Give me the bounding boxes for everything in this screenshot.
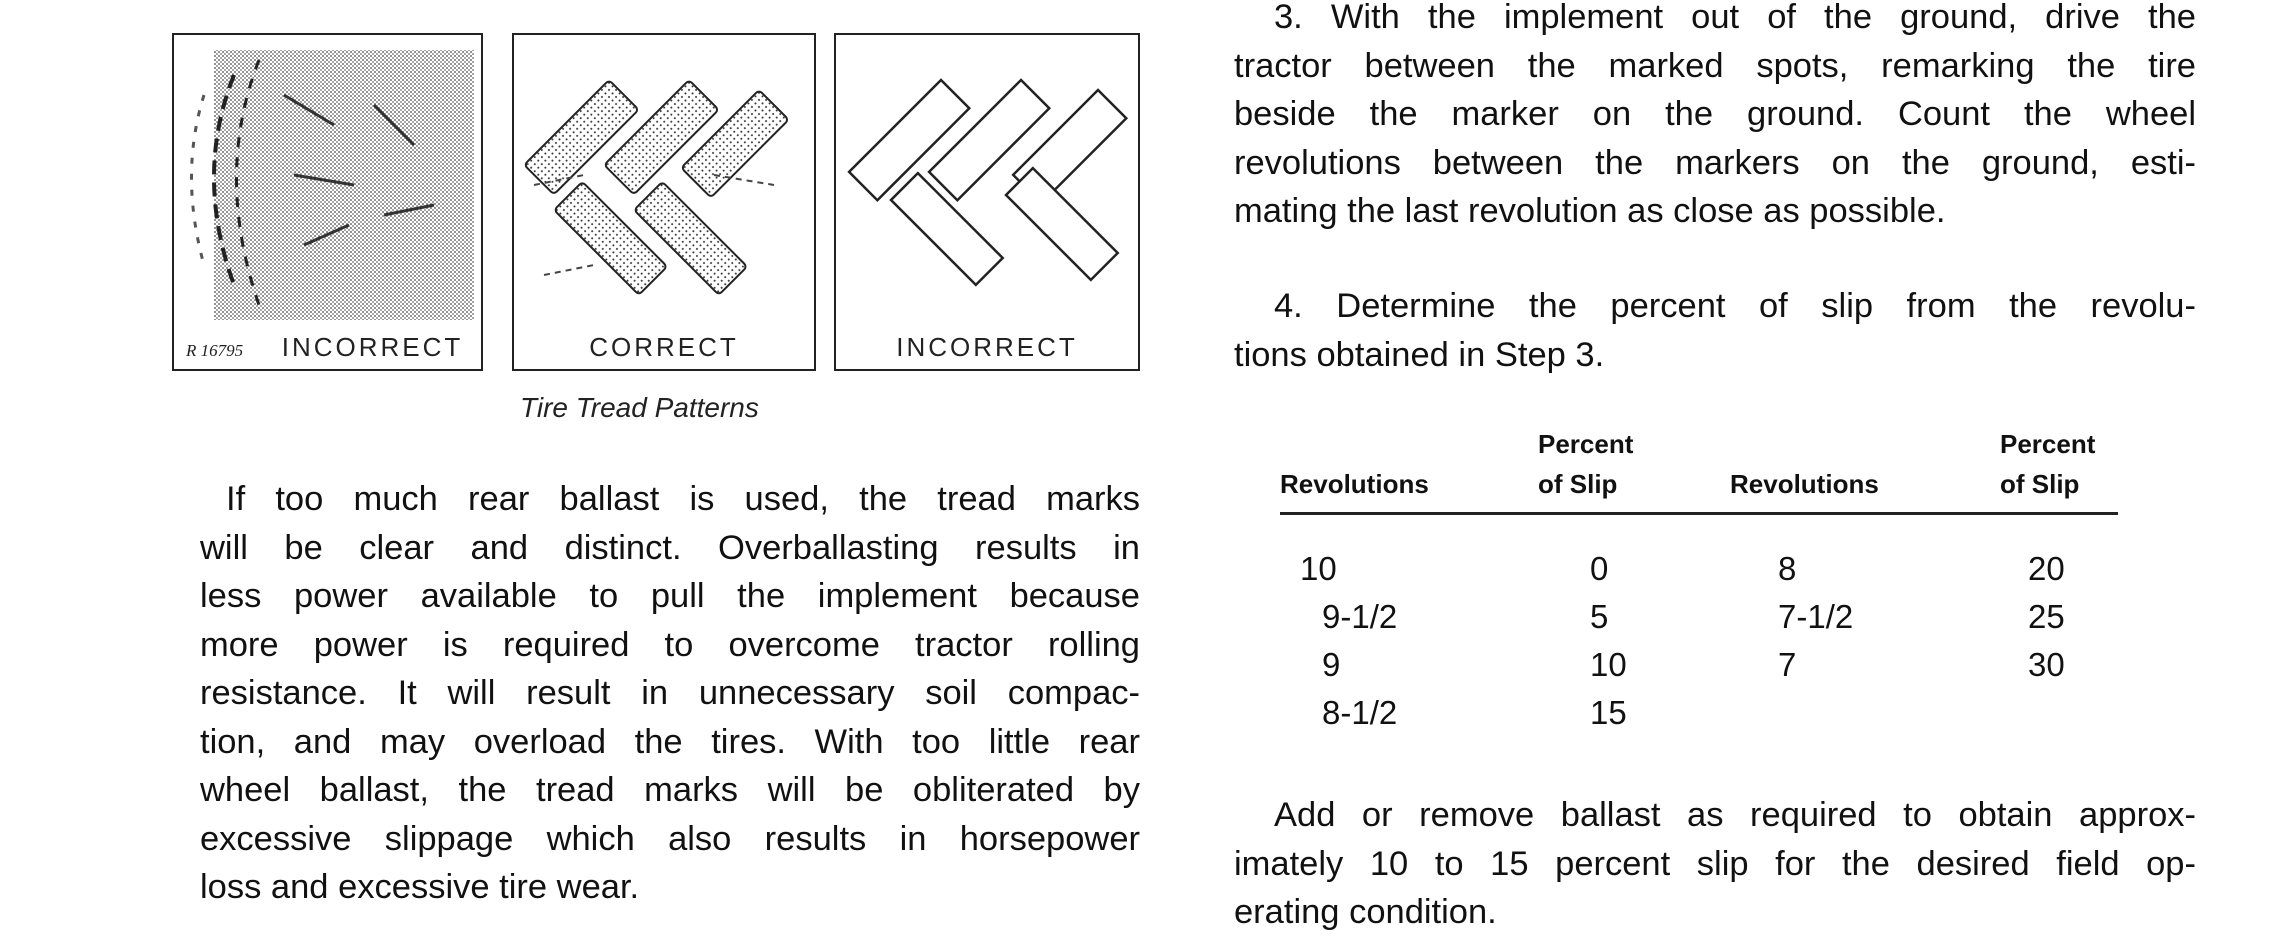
text-line: wheel ballast, the tread marks will be obliterated by xyxy=(200,771,1140,809)
text-line: revolutions between the markers on the ground, esti- xyxy=(1234,143,2196,182)
header-revolutions: Revolutions xyxy=(1280,469,1429,499)
table-cell: 10 xyxy=(1590,646,1627,683)
ballast-paragraph xyxy=(200,475,1140,912)
text-line: less power available to pull the implement because xyxy=(200,577,1140,615)
table-cell: 10 xyxy=(1300,550,1337,587)
tread-panel-correct xyxy=(512,33,816,371)
step-4-paragraph xyxy=(1234,282,2196,379)
text-line: erating condition. xyxy=(1234,893,1497,931)
table-cell: 9-1/2 xyxy=(1322,598,1398,635)
table-cell: 15 xyxy=(1590,694,1627,731)
panel-label-correct: CORRECT xyxy=(589,332,739,362)
text-line: If too much rear ballast is used, the tread marks xyxy=(226,480,1140,518)
text-line: loss and excessive tire wear. xyxy=(200,868,640,906)
text-line: mating the last revolution as close as possible. xyxy=(1234,192,1946,230)
panel-label-incorrect: INCORRECT xyxy=(896,332,1078,362)
header-percent: Percent xyxy=(1538,429,1634,459)
overballast-tread-image xyxy=(174,35,481,325)
figure-caption: Tire Tread Patterns xyxy=(520,392,759,423)
text-line: excessive slippage which also results in horsepower xyxy=(200,819,1140,858)
text-line: Add or remove ballast as required to obtain approx- xyxy=(1274,796,2196,834)
text-line: tion, and may overload the tires. With too little rear xyxy=(200,722,1140,761)
header-rule xyxy=(1280,512,2118,515)
table-cell: 5 xyxy=(1590,598,1609,635)
header-of-slip: of Slip xyxy=(2000,469,2080,499)
text-line: beside the marker on the ground. Count the wheel xyxy=(1234,95,2196,133)
text-line: resistance. It will result in unnecessary soil compac- xyxy=(200,674,1140,712)
table-cell: 9 xyxy=(1322,646,1341,683)
tread-panel-incorrect-right xyxy=(834,33,1140,371)
figure-code: R 16795 xyxy=(186,341,244,360)
table-cell: 8-1/2 xyxy=(1322,694,1398,731)
text-line: imately 10 to 15 percent slip for the desired field op- xyxy=(1234,844,2196,883)
text-line: tions obtained in Step 3. xyxy=(1234,335,1605,374)
text-line: 3. With the implement out of the ground, drive the xyxy=(1274,0,2196,36)
table-cell: 0 xyxy=(1590,550,1609,587)
tread-panel-incorrect-left xyxy=(172,33,483,371)
closing-paragraph xyxy=(1234,791,2196,937)
table-cell: 30 xyxy=(2028,646,2065,683)
header-revolutions: Revolutions xyxy=(1730,469,1879,499)
table-cell: 7 xyxy=(1778,646,1797,683)
header-of-slip: of Slip xyxy=(1538,469,1618,499)
table-cell: 8 xyxy=(1778,550,1797,587)
correct-tread-image xyxy=(514,35,814,325)
text-line: more power is required to overcome tractor rolling xyxy=(200,625,1140,664)
step-3-paragraph xyxy=(1234,0,2196,236)
text-line: tractor between the marked spots, remarking the tire xyxy=(1234,46,2196,85)
table-cell: 7-1/2 xyxy=(1778,598,1854,635)
underballast-tread-image xyxy=(836,35,1138,325)
text-line: 4. Determine the percent of slip from the revolu- xyxy=(1274,287,2196,325)
header-percent: Percent xyxy=(2000,429,2096,459)
table-cell: 25 xyxy=(2028,598,2065,635)
table-cell: 20 xyxy=(2028,550,2065,587)
text-line: will be clear and distinct. Overballasting results in xyxy=(200,528,1140,567)
panel-label-incorrect: INCORRECT xyxy=(281,332,464,362)
